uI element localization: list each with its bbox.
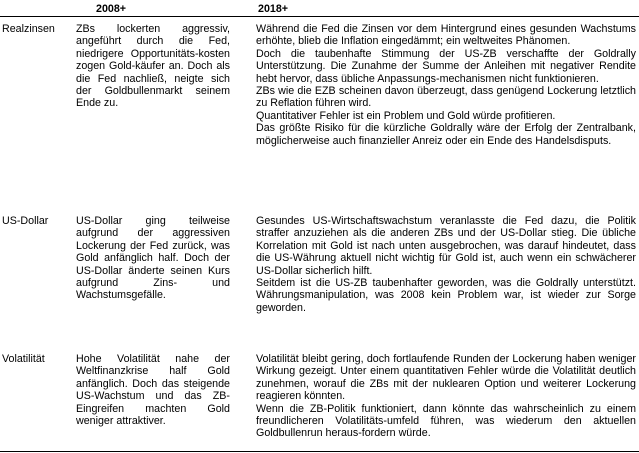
row-label-realzinsen: Realzinsen bbox=[2, 23, 55, 35]
header-2018: 2018+ bbox=[258, 3, 289, 15]
paragraph: Volatilität bleibt gering, doch fortlaufende Runden der Lockerung haben weniger Wirkung gezeigt. Unter einem quantitativen Fehler würde die Volatilität deutlich zunehmen, worauf die ZBs mit der nuklearen Option und weiterer Lockerung reagieren könnten. bbox=[256, 353, 636, 403]
header-2008: 2008+ bbox=[96, 3, 127, 15]
text-2008-realzinsen: ZBs lockerten aggressiv, angeführt durch die Fed, niedrigere Opportunitäts-kosten zogen Gold-käufer an. Doch als die Fed nachließ, neigte sich der Goldbullenmarkt seinem Ende zu. bbox=[76, 23, 230, 110]
paragraph: Quantitativer Fehler ist ein Problem und Gold würde profitieren. bbox=[256, 109, 556, 122]
paragraph: Das größte Risiko für die kürzliche Goldrally wäre der Erfolg der Zentralbank, möglicherweise auch finanzieller Anreiz oder ein Ende des Handelsdisputs. bbox=[256, 122, 636, 147]
row-label-volatilitaet: Volatilität bbox=[2, 353, 45, 365]
text-2008-volatilitaet: Hohe Volatilität nahe der Weltfinanzkrise half Gold anfänglich. Doch das steigende US-Wachstum und das ZB-Eingreifen machten Gold weniger attraktiver. bbox=[76, 353, 230, 428]
text-2018-realzinsen bbox=[256, 23, 636, 147]
paragraph: ZBs wie die EZB scheinen davon überzeugt, dass genügend Lockerung letztlich zu Reflation führen wird. bbox=[256, 85, 636, 110]
text-2008-us-dollar: US-Dollar ging teilweise aufgrund der aggressiven Lockerung der Fed zurück, was Gold anfänglich half. Doch der US-Dollar änderte seinen Kurs aufgrund Zins- und Wachstumsgefälle. bbox=[76, 215, 230, 302]
header-divider bbox=[0, 16, 639, 17]
paragraph: Seitdem ist die US-ZB taubenhafter geworden, was die Goldrally unterstützt. Währungsmanipulation, was 2008 kein Problem war, ist wieder zur Sorge geworden. bbox=[256, 277, 636, 314]
paragraph: Gesundes US-Wirtschaftswachstum veranlasste die Fed dazu, die Politik straffer anzuziehen als die anderen ZBs und der US-Dollar stieg. Die übliche Korrelation mit Gold ist nach unten ausgebrochen, was darauf hindeutet, dass die US-Währung aktuell nicht wichtig für Gold ist, auch wenn ein schwächerer US-Dollar sicherlich hilft. bbox=[256, 215, 636, 277]
text-2018-us-dollar bbox=[256, 215, 636, 314]
bottom-divider bbox=[0, 451, 639, 452]
paragraph: Doch die taubenhafte Stimmung der US-ZB verschaffte der Goldrally Unterstützung. Die Zunahme der Summe der Anleihen mit negativer Rendite hebt hervor, dass übliche Anpassungs-mechanismen nicht funktionieren. bbox=[256, 47, 636, 85]
paragraph: Wenn die ZB-Politik funktioniert, dann könnte das wahrscheinlich zu einem freundlicheren Volatilitäts-umfeld führen, was wiederum den aktuellen Goldbullenrun heraus-fordern würde. bbox=[256, 402, 636, 440]
row-label-us-dollar: US-Dollar bbox=[2, 215, 49, 227]
text-2018-volatilitaet bbox=[256, 353, 636, 440]
paragraph: Während die Fed die Zinsen vor dem Hintergrund eines gesunden Wachstums erhöhte, blieb die Inflation eingedämmt; ein weltweites Phänomen. bbox=[256, 23, 636, 48]
